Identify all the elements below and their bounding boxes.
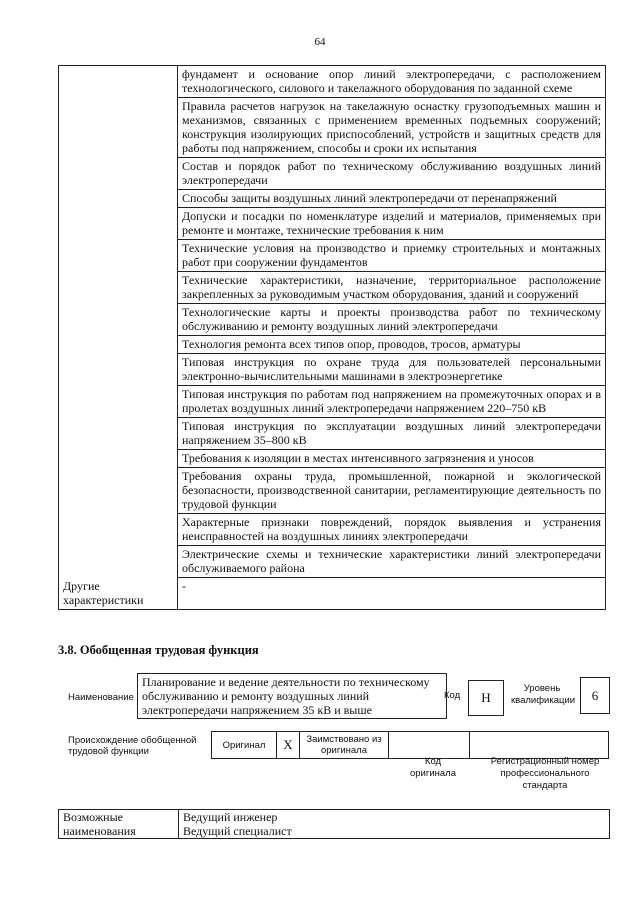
requirements-table — [58, 65, 606, 610]
row-label-cell — [59, 98, 178, 158]
requirement-row — [59, 514, 606, 546]
origin-label: Происхождение обобщенной трудовой функции — [68, 735, 197, 757]
other-characteristics-row — [59, 578, 606, 610]
requirement-row — [59, 272, 606, 304]
requirement-text: Требования к изоляции в местах интенсивного загрязнения и уносов — [178, 450, 606, 468]
requirement-row — [59, 190, 606, 208]
row-label-cell — [59, 240, 178, 272]
requirement-text: Технические характеристики, назначение, территориальное расположение закрепленных за руководимым участком оборудования, зданий и сооружений — [178, 272, 606, 304]
code-field: H — [468, 680, 504, 716]
borrowed-label: Заимствовано из оригинала — [300, 732, 389, 758]
requirement-text: Характерные признаки повреждений, порядок выявления и устранения неисправностей на воздушных линиях электропередачи — [178, 514, 606, 546]
other-characteristics-label: Другие характеристики — [59, 578, 178, 610]
row-label-cell — [59, 272, 178, 304]
positions-label: Возможные наименования — [59, 810, 179, 838]
requirement-text: Типовая инструкция по работам под напряжением на промежуточных опорах и в пролетах воздушных линий электропередачи напряжением 220–750 кВ — [178, 386, 606, 418]
page-number: 64 — [314, 36, 326, 48]
other-characteristics-value: - — [178, 578, 606, 610]
original-mark: X — [277, 732, 300, 758]
row-label-cell — [59, 418, 178, 450]
requirement-row — [59, 450, 606, 468]
row-label-cell — [59, 158, 178, 190]
requirement-row — [59, 418, 606, 450]
requirement-text: фундамент и основание опор линий электропередачи, с расположением технологического, силового и такелажного оборудования по заданной схеме — [178, 66, 606, 98]
position-item: Ведущий специалист — [183, 824, 292, 838]
reg-number-label: Регистрационный номер профессионального стандарта — [490, 756, 600, 791]
origin-code-cell — [389, 732, 470, 758]
requirement-text: Способы защиты воздушных линий электропередачи от перенапряжений — [178, 190, 606, 208]
code-label: Код — [444, 690, 461, 701]
origin-table — [211, 731, 609, 759]
requirement-text: Типовая инструкция по эксплуатации воздушных линий электропередачи напряжением 35–800 кВ — [178, 418, 606, 450]
requirement-text: Допуски и посадки по номенклатуре изделий и материалов, применяемых при ремонте и монтаже, технические требования к ним — [178, 208, 606, 240]
requirement-row — [59, 158, 606, 190]
name-label: Наименование — [68, 692, 134, 703]
requirement-text: Правила расчетов нагрузок на такелажную оснастку грузоподъемных машин и механизмов, связанных с применением временных подъемных сооружений; конструкция изолирующих приспособлений, устройств и защитных средств для работы под напряжением, способы и сроки их испытания — [178, 98, 606, 158]
level-field: 6 — [580, 677, 610, 714]
requirement-text: Технологические карты и проекты производства работ по техническому обслуживанию и ремонту воздушных линий электропередачи — [178, 304, 606, 336]
row-label-cell — [59, 468, 178, 514]
requirement-row — [59, 386, 606, 418]
row-label-cell — [59, 190, 178, 208]
row-label-cell — [59, 304, 178, 336]
row-label-cell — [59, 208, 178, 240]
requirement-row — [59, 208, 606, 240]
requirement-text: Требования охраны труда, промышленной, пожарной и экологической безопасности, производственной санитарии, регламентирующие деятельность по трудовой функции — [178, 468, 606, 514]
requirement-row — [59, 66, 606, 98]
origin-code-label: Код оригинала — [409, 756, 456, 779]
row-label-cell — [59, 386, 178, 418]
positions-table — [58, 809, 610, 839]
requirement-row — [59, 546, 606, 578]
reg-number-cell — [470, 732, 608, 758]
requirement-row — [59, 468, 606, 514]
row-label-cell — [59, 514, 178, 546]
function-name-field: Планирование и ведение деятельности по техническому обслуживанию и ремонту воздушных линий электропередачи напряжением 35 кВ и выше — [137, 673, 447, 719]
position-item: Ведущий инженер — [183, 810, 278, 824]
requirement-text: Технические условия на производство и приемку строительных и монтажных работ при сооружении фундаментов — [178, 240, 606, 272]
requirement-row — [59, 98, 606, 158]
original-label: Оригинал — [212, 732, 277, 758]
row-label-cell — [59, 354, 178, 386]
requirement-row — [59, 336, 606, 354]
requirement-text: Электрические схемы и технические характеристики линий электропередачи обслуживаемого района — [178, 546, 606, 578]
requirement-row — [59, 304, 606, 336]
section-title: 3.8. Обобщенная трудовая функция — [58, 643, 259, 657]
requirement-text: Технология ремонта всех типов опор, проводов, тросов, арматуры — [178, 336, 606, 354]
row-label-cell — [59, 546, 178, 578]
positions-list — [183, 810, 292, 838]
row-label-cell — [59, 66, 178, 98]
requirement-text: Типовая инструкция по охране труда для пользователей персональными электронно-вычислительными машинами в электроэнергетике — [178, 354, 606, 386]
requirement-row — [59, 240, 606, 272]
row-label-cell — [59, 336, 178, 354]
requirement-text: Состав и порядок работ по техническому обслуживанию воздушных линий электропередачи — [178, 158, 606, 190]
requirement-row — [59, 354, 606, 386]
row-label-cell — [59, 450, 178, 468]
level-label: Уровень квалификации — [511, 683, 576, 706]
